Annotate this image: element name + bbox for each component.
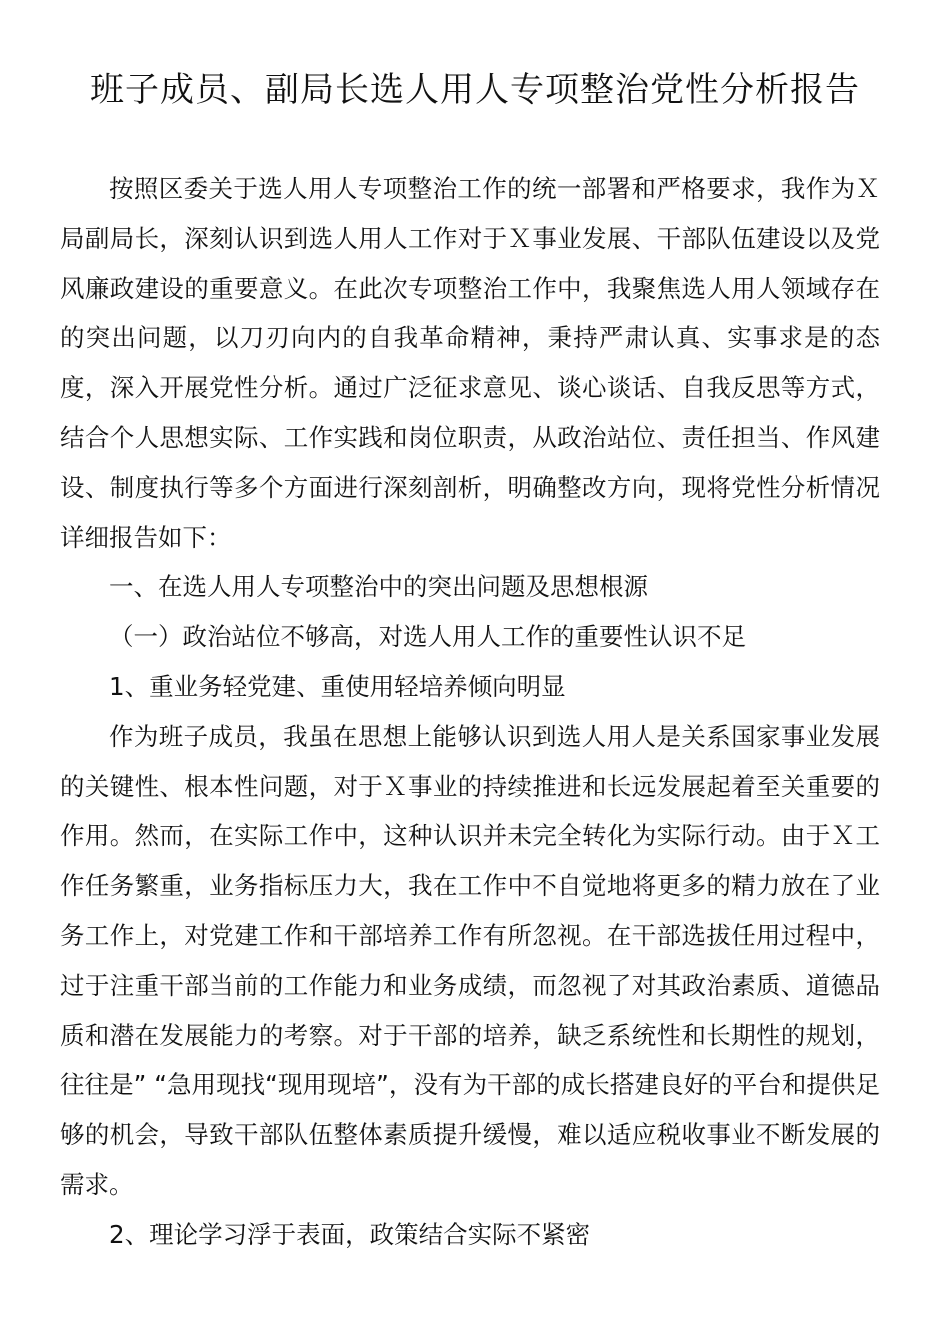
document-title: 班子成员、副局长选人用人专项整治党性分析报告 [90, 70, 860, 110]
intro-paragraph: 按照区委关于选人用人专项整治工作的统一部署和严格要求，我作为Ｘ局副局长，深刻认识到选人用人工作对于Ｘ事业发展、干部队伍建设以及党风廉政建设的重要意义。在此次专项整治工作中，我聚焦选人用人领域存在的突出问题，以刀刃向内的自我革命精神，秉持严肃认真、实事求是的态度，深入开展党性分析。通过广泛征求意见、谈心谈话、自我反思等方式，结合个人思想实际、工作实践和岗位职责，从政治站位、责任担当、作风建设、制度执行等多个方面进行深刻剖析，明确整改方向，现将党性分析情况详细报告如下： [60, 174, 880, 552]
item-heading: 1、重业务轻党建、重使用轻培养倾向明显 [109, 671, 566, 701]
body-paragraph: 作为班子成员，我虽在思想上能够认识到选人用人是关系国家事业发展的关键性、根本性问题，对于Ｘ事业的持续推进和长远发展起着至关重要的作用。然而，在实际工作中，这种认识并未完全转化为实际行动。由于Ｘ工作任务繁重，业务指标压力大，我在工作中不自觉地将更多的精力放在了业务工作上，对党建工作和干部培养工作有所忽视。在干部选拔任用过程中，过于注重干部当前的工作能力和业务成绩，而忽视了对其政治素质、道德品质和潜在发展能力的考察。对于干部的培养，缺乏系统性和长期性的规划，往往是” “急用现找“现用现培”，没有为干部的成长搭建良好的平台和提供足够的机会，导致干部队伍整体素质提升缓慢，难以适应税收事业不断发展的需求。 [60, 721, 880, 1199]
item-heading: 2、理论学习浮于表面，政策结合实际不紧密 [109, 1219, 591, 1249]
section-heading: 一、在选人用人专项整治中的突出问题及思想根源 [109, 572, 648, 602]
subsection-heading: （一）政治站位不够高，对选人用人工作的重要性认识不足 [109, 622, 746, 652]
document-body [60, 164, 880, 1260]
